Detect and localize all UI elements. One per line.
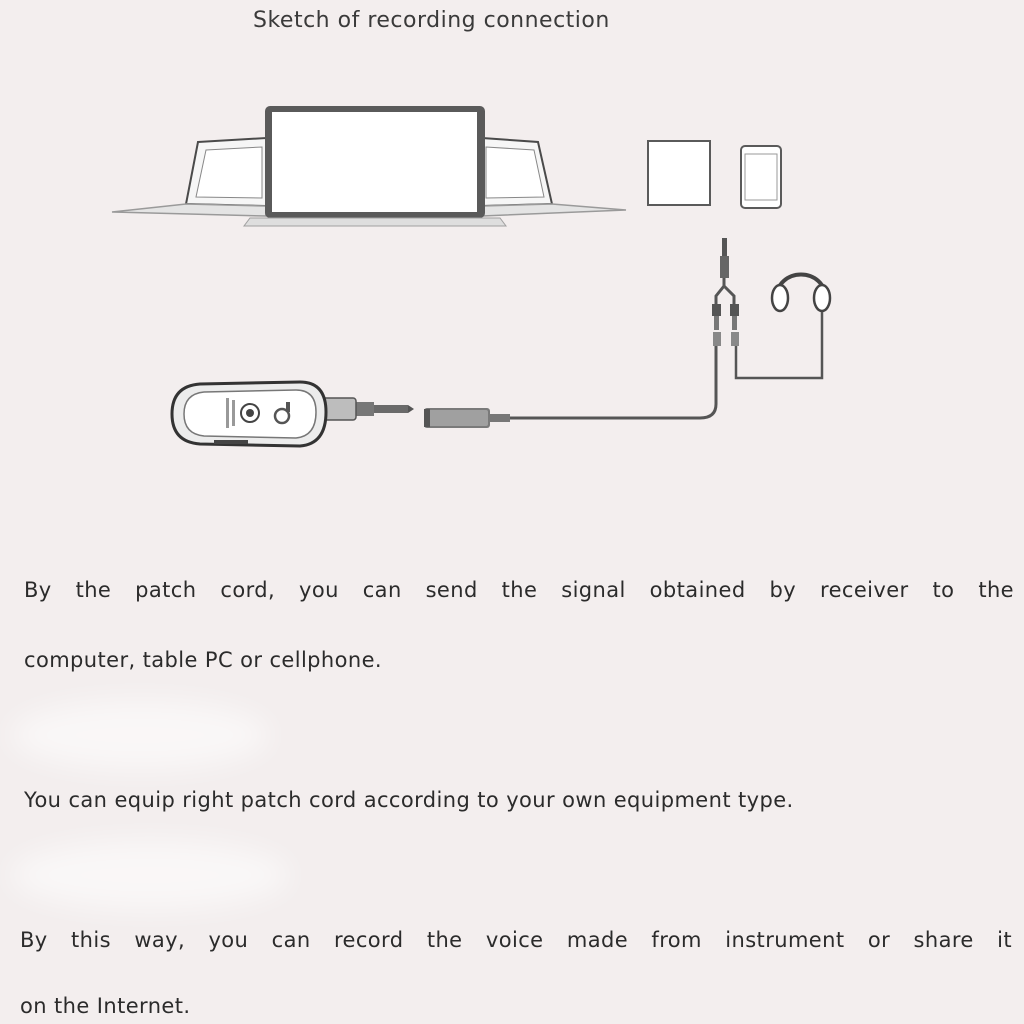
laptop-center-icon (244, 106, 506, 226)
audio-plug-icon (720, 238, 729, 278)
tablet-icon (648, 141, 710, 205)
audio-plug-icon (424, 408, 510, 428)
diagram-title: Sketch of recording connection (253, 8, 610, 33)
paragraph-signal-line-2: computer, table PC or cellphone. (24, 648, 382, 672)
paragraph-record-line-2: on the Internet. (20, 994, 191, 1018)
background-smudge (10, 700, 270, 770)
headphones-icon (772, 275, 830, 312)
paragraph-signal-line-1: By the patch cord, you can send the signal obtained by receiver to the (24, 578, 1014, 602)
paragraph-record-line-1: By this way, you can record the voice made from instrument or share it (20, 928, 1012, 952)
laptop-left-icon (112, 138, 266, 216)
cellphone-icon (741, 146, 781, 208)
paragraph-equip: You can equip right patch cord according to your own equipment type. (24, 788, 794, 812)
receiver-icon (172, 382, 414, 446)
background-smudge (10, 840, 290, 910)
laptop-right-icon (482, 138, 626, 216)
